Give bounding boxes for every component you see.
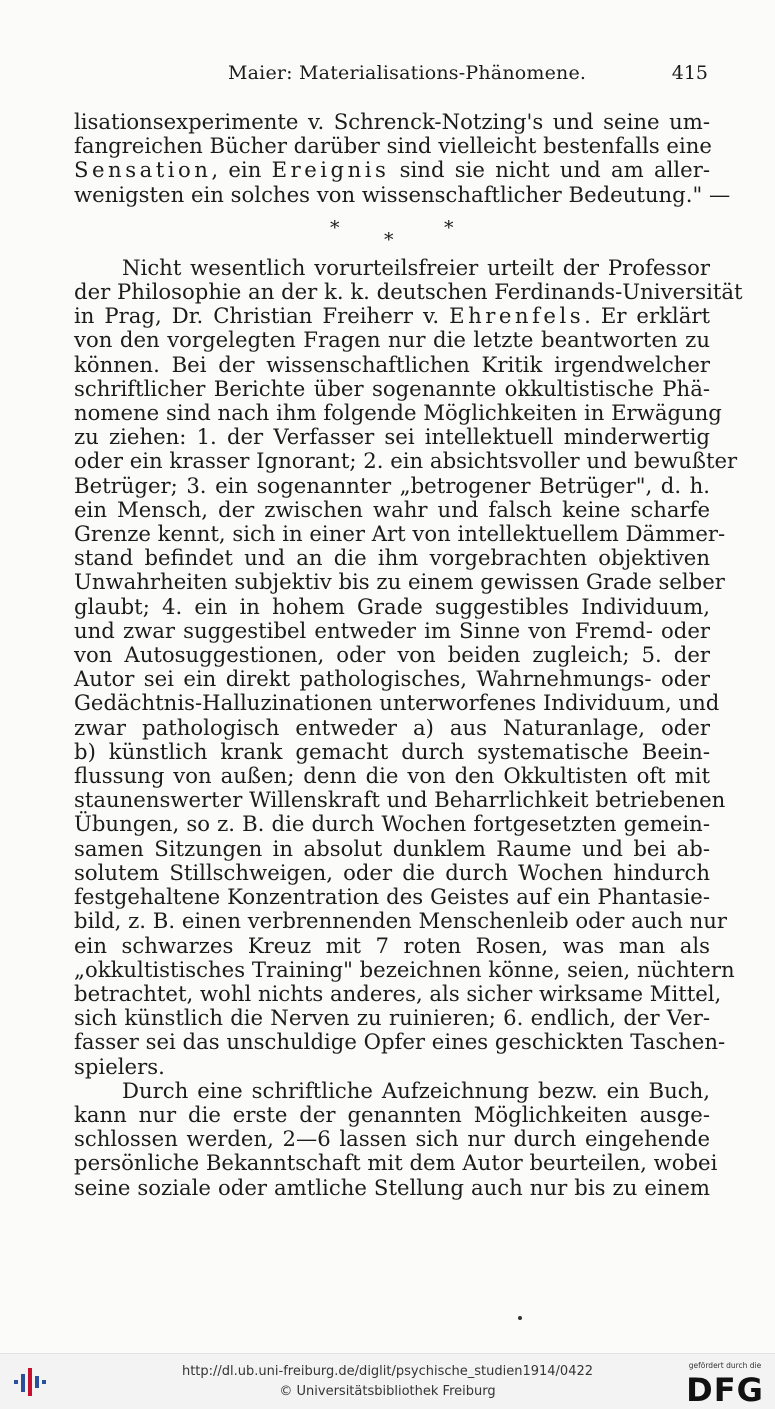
viewer-footer [0,1353,775,1409]
text-line: solutem Stillschweigen, oder die durch Wochen hindurch [74,859,710,885]
text-line: und zwar suggestibel entweder im Sinne von Fremd- oder [74,617,710,643]
text-line: zu ziehen: 1. der Verfasser sei intellektuell minderwertig [74,424,710,450]
asterisk: * [384,228,394,251]
line-fragment: sind sie nicht und am aller- [389,157,710,183]
text-line: Nicht wesentlich vorurteilsfreier urteilt der Professor [122,254,710,280]
text-line: Unwahrheiten subjektiv bis zu einem gewissen Grade selber [74,569,725,595]
emphasis-spaced: Ereignis [271,157,390,183]
text-line: Grenze kennt, sich in einer Art von intellektuellem Dämmer- [74,521,726,547]
text-line: flussung von außen; denn die von den Okkultisten oft mit [74,763,710,789]
text-line: festgehaltene Konzentration des Geistes auf ein Phantasie- [74,884,710,910]
text-line: oder ein krasser Ignorant; 2. ein absichtsvoller und bewußter [74,448,738,474]
text-line: von den vorgelegten Fragen nur die letzte beantworten zu [74,327,710,353]
text-line: betrachtet, wohl nichts anderes, als sicher wirksame Mittel, [74,980,722,1006]
text-line: persönliche Bekanntschaft mit dem Autor beurteilen, wobei [74,1150,718,1176]
line-fragment: , ein [211,157,272,183]
text-line: Gedächtnis-Halluzinationen unterworfenes Individuum, und [74,690,720,716]
text-line: fangreichen Bücher darüber sind vielleicht bestenfalls eine [74,133,712,159]
dfg-wordmark: DFG [686,1371,764,1405]
text-line: Betrüger; 3. ein sogenannter „betrogener Betrüger", d. h. [74,472,710,498]
text-line: sich künstlich die Nerven zu ruinieren; 6. endlich, der Ver- [74,1005,710,1031]
text-line: wenigsten ein solches von wissenschaftlicher Bedeutung." — [74,181,731,207]
dfg-logo-icon[interactable] [682,1359,768,1405]
text-line: fasser sei das unschuldige Opfer eines geschickten Taschen- [74,1029,726,1055]
dfg-tagline: gefördert durch die [688,1361,762,1370]
text-line: b) künstlich krank gemacht durch systematische Beein- [74,738,710,764]
line-fragment: . Er erklärt [584,303,710,329]
asterisk: * [330,216,340,239]
text-line: zwar pathologisch entweder a) aus Naturanlage, oder [74,714,710,740]
text-line: glaubt; 4. ein in hohem Grade suggestibles Individuum, [74,593,710,619]
text-line: samen Sitzungen in absolut dunklem Raume und bei ab- [74,835,710,861]
text-line: kann nur die erste der genannten Möglichkeiten ausge- [74,1101,710,1127]
text-line: bild, z. B. einen verbrennenden Menschenleib oder auch nur [74,908,728,934]
emphasis-spaced: Sensation [74,157,212,183]
text-line: stand befindet und an die ihm vorgebrachten objektiven [74,545,710,571]
line-fragment: in Prag, Dr. Christian Freiherr v. [74,303,450,329]
text-line [74,304,710,328]
text-line: Übungen, so z. B. die durch Wochen fortgesetzten gemein- [74,811,710,837]
text-line: „okkultistisches Training" bezeichnen könne, seien, nüchtern [74,956,735,982]
text-line: Autor sei ein direkt pathologisches, Wahrnehmungs- oder [74,666,710,692]
page-number: 415 [671,62,708,84]
text-line: Durch eine schriftliche Aufzeichnung bezw. ein Buch, [122,1077,710,1103]
text-line: spielers. [74,1053,165,1079]
text-line: ein Mensch, der zwischen wahr und falsch keine scharfe [74,496,710,522]
paragraph-2 [74,254,743,1079]
text-line: schriftlicher Berichte über sogenannte okkultistische Phä- [74,375,710,401]
copyright-notice: © Universitätsbibliothek Freiburg [279,1384,496,1399]
text-line: seine soziale oder amtliche Stellung auch nur bis zu einem [74,1174,710,1200]
page-body [74,109,743,1200]
paragraph-3 [74,1077,718,1200]
page-header [72,62,712,92]
permalink[interactable]: http://dl.ub.uni-freiburg.de/diglit/psychische_studien1914/0422 [181,1364,594,1379]
text-line: ein schwarzes Kreuz mit 7 roten Rosen, was man als [74,932,710,958]
running-title: Maier: Materialisations-Phänomene. [228,62,587,84]
text-line: lisationsexperimente v. Schrenck-Notzing's und seine um- [74,109,710,134]
section-separator [74,207,710,256]
text-line [74,158,710,182]
text-line: nomene sind nach ihm folgende Möglichkeiten in Erwägung [74,400,722,426]
text-line: können. Bei der wissenschaftlichen Kritik irgendwelcher [74,351,710,377]
asterisk: * [444,216,454,239]
emphasis-spaced: Ehrenfels [449,303,585,329]
paragraph-1 [74,109,731,207]
text-line: der Philosophie an der k. k. deutschen Ferdinands-Universität [74,279,743,305]
text-line: von Autosuggestionen, oder von beiden zugleich; 5. der [74,642,710,668]
ink-speck [518,1316,522,1320]
text-line: staunenswerter Willenskraft und Beharrlichkeit betriebenen [74,787,726,813]
text-line: schlossen werden, 2—6 lassen sich nur durch eingehende [74,1126,710,1152]
